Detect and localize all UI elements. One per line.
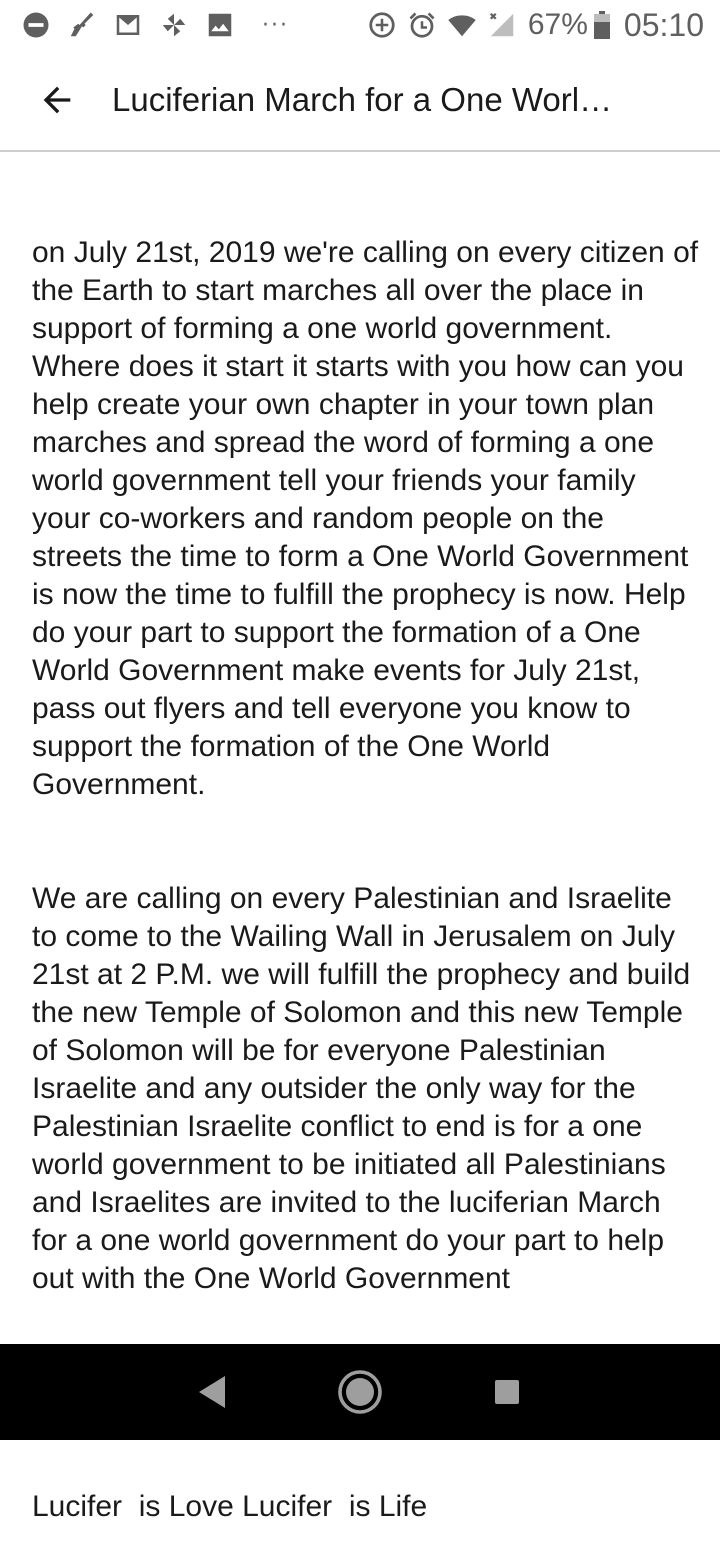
signal-no-data-icon (486, 9, 518, 41)
paragraph-2: We are calling on every Palestinian and Israelite to come to the Wailing Wall in Jerusalem on July 21st at 2 P.M. we will fulfill the prophecy and build the new Temple of Solomon and this new Temple of Solomon will be for everyone Palestinian Israelite and any outsider the only way for the Palestinian Israelite conflict to end is for a one world government to be initiated all Palestinians and Israelites are invited to the luciferian March for a one world government do your part to help out with the One World Government (32, 882, 699, 1295)
status-system (366, 7, 704, 44)
paragraph-1: on July 21st, 2019 we're calling on every citizen of the Earth to start marches all over the place in support of forming a one world government. Where does it start it starts with you how can you help create your own chapter in your town plan marches and spread the word of forming a one world government tell your friends your family your co-workers and random people on the streets the time to form a One World Government is now the time to fulfill the prophecy is now. Help do your part to support the formation of a One World Government make events for July 21st, pass out flyers and tell everyone you know to support the formation of the One World Government. (32, 236, 707, 801)
app-bar (0, 50, 720, 152)
more-notifications-indicator: ··· (262, 12, 289, 38)
broom-icon (66, 9, 98, 41)
battery-percent: 67% (527, 8, 588, 41)
image-icon (204, 9, 236, 41)
wifi-icon (446, 9, 478, 41)
recents-square-icon (483, 1368, 531, 1416)
status-bar (0, 0, 720, 50)
data-saver-icon (366, 9, 398, 41)
alarm-icon (406, 9, 438, 41)
navigation-bar (0, 1344, 720, 1440)
back-button[interactable] (22, 65, 92, 135)
paragraph-closing: Lucifer is Love Lucifer is Life (32, 1490, 428, 1523)
pinwheel-icon (158, 9, 190, 41)
mail-icon (112, 9, 144, 41)
minus-circle-icon (20, 9, 52, 41)
nav-back-button[interactable] (183, 1362, 243, 1422)
status-notifications (20, 9, 309, 41)
nav-home-button[interactable] (330, 1362, 390, 1422)
nav-recents-button[interactable] (477, 1362, 537, 1422)
arrow-left-icon (37, 80, 77, 120)
home-circle-icon (336, 1368, 384, 1416)
clock: 05:10 (623, 6, 704, 43)
battery-icon (594, 11, 610, 39)
back-triangle-icon (189, 1368, 237, 1416)
page-title: Luciferian March for a One Worl… (112, 81, 613, 118)
event-description (32, 158, 707, 1523)
